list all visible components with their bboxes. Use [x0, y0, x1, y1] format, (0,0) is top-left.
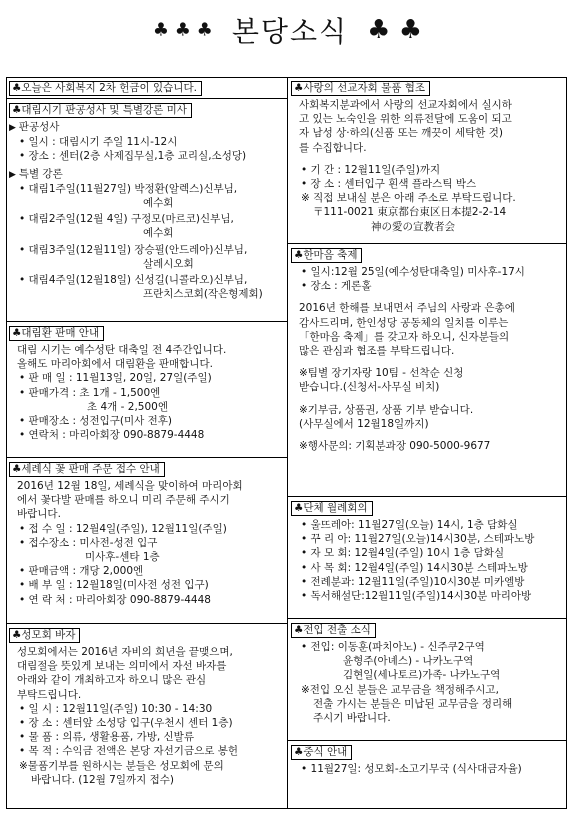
- transfer-line: 김현일(세나토르)가족- 나카노구역: [343, 669, 501, 682]
- meals-section: [291, 744, 565, 776]
- festival-note: ※행사문의: 기획분과장 090-5000-9677: [299, 440, 491, 453]
- divider: [6, 457, 287, 458]
- group-meeting: • 자 모 회: 12월4일(주일) 10시 1층 담화실: [291, 546, 565, 560]
- bazaar-text: 대림절을 뜻있게 보내는 의미에서 자선 바자를: [17, 660, 227, 673]
- festival-line: • 장소 : 게론홀: [291, 279, 565, 293]
- flower-line: • 배 부 일 : 12월18일(미사전 성전 입구): [9, 578, 285, 592]
- column-divider: [287, 77, 288, 809]
- wreath-line: 초 4개 - 2,500엔: [87, 400, 168, 413]
- mission-line: • 장 소 : 센터입구 흰색 플라스틱 박스: [291, 177, 565, 191]
- mission-text: 고 있는 노숙인을 위한 의류전달에 도움이 되고: [299, 113, 512, 126]
- flower-line: • 접 수 일 : 12월4일(주일), 12월11일(주일): [9, 522, 285, 536]
- advent-title: ♣대림시기 판공성사 및 특별강론 미사: [9, 103, 192, 118]
- flower-text: 바랍니다.: [17, 508, 61, 521]
- divider: [6, 98, 287, 99]
- transfer-note: 주시기 바랍니다.: [313, 712, 391, 725]
- bazaar-section: [9, 627, 285, 787]
- wreath-line: • 판매가격 : 초 1개 - 1,500엔: [9, 386, 285, 400]
- group-meeting: • 독서해설단:12월11일(주일)14시30분 마리아방: [291, 589, 565, 603]
- wreath-section: [9, 325, 285, 442]
- notice-section: [9, 80, 285, 98]
- club-icons-left: ♣ ♣ ♣: [152, 19, 213, 41]
- flower-section: [9, 461, 285, 607]
- festival-line: • 일시:12월 25일(예수성탄대축일) 미사후-17시: [291, 265, 565, 279]
- transfer-section: [291, 622, 565, 725]
- transfer-line: 윤형주(아녜스) - 나카노구역: [343, 655, 474, 668]
- wreath-line: • 연락처 : 마리아회장 090-8879-4448: [9, 428, 285, 442]
- festival-note: (사무실에서 12월18일까지): [299, 417, 429, 430]
- mission-address: 〒111-0021 東京都台東区日本提2-2-14: [313, 206, 507, 219]
- flower-text: 2016년 12월 18일, 세례식을 맞이하여 마리아회: [17, 480, 243, 492]
- advent-line: • 장소 : 센터(2층 사제집무실,1층 교리실,소성당): [9, 149, 285, 163]
- divider: [287, 243, 567, 244]
- meals-title: ♣중식 안내: [291, 745, 352, 760]
- advent-week: • 대림1주일(11월27일) 박정환(알렉스)신부님,: [9, 182, 285, 196]
- bazaar-line: 바랍니다. (12월 7일까지 접수): [31, 773, 175, 786]
- confession-subtitle: ▶ 판공성사: [9, 120, 285, 135]
- divider: [6, 623, 287, 624]
- flower-line: • 접수장소 : 미사전-성전 입구: [9, 536, 285, 550]
- groups-title: ♣단체 월례회의: [291, 501, 373, 516]
- advent-week-order: 살레시오회: [143, 257, 194, 270]
- group-meeting: • 울뜨레아: 11월27일(오늘) 14시, 1층 담화실: [291, 518, 565, 532]
- homily-subtitle: ▶ 특별 강론: [9, 167, 285, 182]
- advent-week-order: 예수회: [143, 227, 174, 240]
- bazaar-text: 아래와 같이 개최하고자 하오니 많은 관심: [17, 674, 207, 687]
- advent-section: [9, 102, 285, 301]
- festival-text: 많은 관심과 협조를 부탁드립니다.: [299, 345, 455, 358]
- transfer-note: ※전입 오신 분들은 교무금을 책정해주시고,: [301, 683, 499, 696]
- wreath-line: • 판매장소 : 성전입구(미사 전후): [9, 414, 285, 428]
- flower-text: 에서 꽃다발 판매를 하오니 미리 주문해 주시기: [17, 494, 230, 507]
- advent-week-order: 예수회: [143, 197, 174, 210]
- bazaar-text: 성모회에서는 2016년 자비의 희년을 끝맺으며,: [17, 646, 233, 658]
- bulletin-header: [0, 10, 575, 58]
- bazaar-line: • 목 적 : 수익금 전액은 본당 자선기금으로 봉헌: [9, 744, 285, 758]
- flower-line: • 연 락 처 : 마리아회장 090-8879-4448: [9, 593, 285, 607]
- transfer-title: ♣전입 전출 소식: [291, 623, 376, 638]
- bazaar-line: • 일 시 : 12월11일(주일) 10:30 - 14:30: [9, 702, 285, 716]
- group-meeting: • 꾸 리 아: 11월27일(오늘)14시30분, 스테파노방: [291, 532, 565, 546]
- advent-week-order: 프란치스코회(작은형제회): [143, 288, 263, 301]
- bazaar-text: 부탁드립니다.: [17, 688, 82, 701]
- mission-text: 를 수집합니다.: [299, 141, 367, 154]
- flower-line: • 판매금액 : 개당 2,000엔: [9, 564, 285, 578]
- groups-section: [291, 500, 565, 603]
- transfer-line: • 전입: 이동훈(파치아노) - 신주쿠2구역: [291, 640, 565, 654]
- advent-line: • 일시 : 대림시기 주일 11시-12시: [9, 135, 285, 149]
- advent-week: • 대림4주일(12월18일) 신성길(니콜라오)신부님,: [9, 273, 285, 287]
- wreath-text: 대림 시기는 예수성탄 대축일 전 4주간입니다.: [17, 344, 227, 356]
- mission-title: ♣사랑의 선교자회 물품 협조: [291, 81, 430, 96]
- advent-week: • 대림2주일(12월 4일) 구정모(마르코)신부님,: [9, 212, 285, 226]
- group-meeting: • 전례분과: 12월11일(주일)10시30분 미카엘방: [291, 575, 565, 589]
- festival-note: 받습니다.(신청서-사무실 비치): [299, 381, 440, 394]
- festival-section: [291, 247, 565, 453]
- wreath-title: ♣대림환 판매 안내: [9, 326, 104, 341]
- festival-note: ※팀별 장기자랑 10팀 - 선착순 신청: [299, 367, 464, 380]
- bazaar-line: • 물 품 : 의류, 생활용품, 가방, 신발류: [9, 730, 285, 744]
- transfer-note: 전출 가시는 분들은 미납된 교무금을 정리해: [313, 697, 513, 710]
- page-title: 본당소식: [231, 15, 349, 48]
- bazaar-line: ※물품기부를 원하시는 분들은 성모회에 문의: [19, 759, 224, 772]
- flower-line: 미사후-센타 1층: [85, 551, 160, 564]
- festival-text: 2016년 한해를 보내면서 주님의 사랑과 은총에: [299, 302, 515, 315]
- divider: [287, 740, 567, 741]
- mission-text: 사회복지분과에서 사랑의 선교자회에서 실시하: [299, 99, 512, 111]
- bazaar-line: • 장 소 : 센터앞 소성당 입구(우천시 센터 1층): [9, 716, 285, 730]
- flower-title: ♣세례식 꽃 판매 주문 접수 안내: [9, 462, 165, 477]
- mission-section: [291, 80, 565, 234]
- divider: [6, 321, 287, 322]
- bazaar-title: ♣성모회 바자: [9, 628, 80, 643]
- festival-text: 감사드리며, 한인성당 공동체의 일치를 이루는: [299, 316, 509, 329]
- meals-line: • 11월27일: 성모회-소고기무국 (식사대금자율): [291, 762, 565, 776]
- festival-text: 「한마음 축제」를 갖고자 하오니, 신자분들의: [299, 330, 510, 343]
- divider: [287, 618, 567, 619]
- club-icons-right: ♣ ♣: [367, 15, 423, 45]
- mission-recipient: 神の愛の宣教者会: [371, 220, 455, 233]
- mission-line: • 기 간 : 12월11일(주일)까지: [291, 163, 565, 177]
- wreath-line: • 판 매 일 : 11월13일, 20일, 27일(주일): [9, 371, 285, 385]
- wreath-text: 올해도 마리아회에서 대림환을 판매합니다.: [17, 358, 213, 371]
- group-meeting: • 사 목 회: 12월4일(주일) 14시30분 스테파노방: [291, 561, 565, 575]
- advent-week: • 대림3주일(12월11일) 장승필(안드레아)신부님,: [9, 243, 285, 257]
- mission-line: ※ 직접 보내실 분은 아래 주소로 부탁드립니다.: [301, 192, 516, 205]
- festival-note: ※기부금, 상품권, 상품 기부 받습니다.: [299, 403, 474, 416]
- divider: [287, 496, 567, 497]
- festival-title: ♣한마음 축제: [291, 248, 362, 263]
- notice-title: ♣오늘은 사회복지 2차 헌금이 있습니다.: [9, 81, 202, 96]
- mission-text: 자 남성 상·하의(신품 또는 깨끗이 세탁한 것): [299, 127, 503, 140]
